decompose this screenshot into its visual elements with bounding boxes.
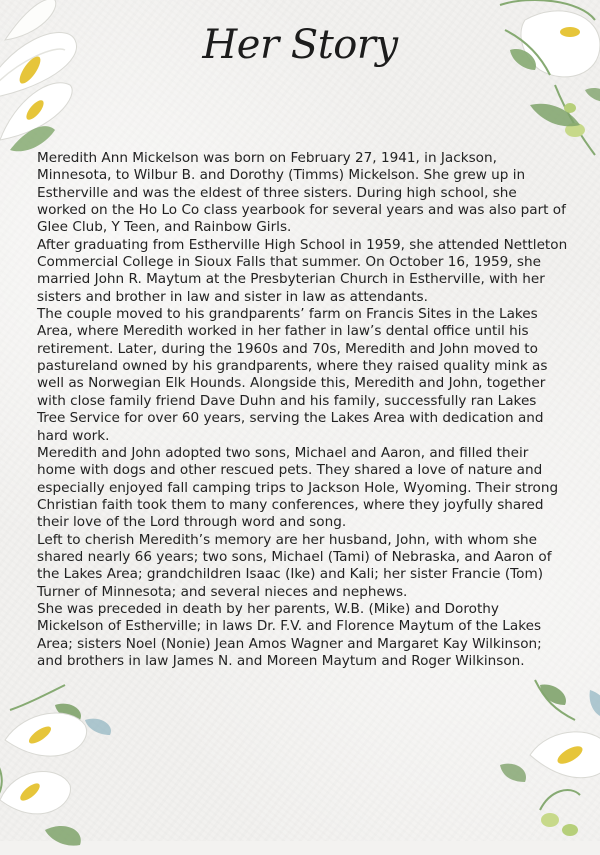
story-paragraph-family: Meredith and John adopted two sons, Michael and Aaron, and filled their home with dogs and other rescued pets. They shared a love of nature and especially enjoyed fall camping trips to Jackson Hole, Wyoming. Their strong Christian faith took them to many conferences, where they joyfully shared their love of the Lord through word and song. (37, 444, 559, 531)
story-paragraph-preceded: She was preceded in death by her parents, W.B. (Mike) and Dorothy Mickelson of Estherville; in laws Dr. F.V. and Florence Maytum of the Lakes Area; sisters Noel (Nonie) Jean Amos Wagner and Margaret Kay Wilkinson; and brothers in law James N. and Moreen Maytum and Roger Wilkinson. (37, 600, 542, 669)
story-paragraph-survivors: Left to cherish Meredith’s memory are her husband, John, with whom she shared nearly 66 years; two sons, Michael (Tami) of Nebraska, and Aaron of the Lakes Area; grandchildren Isaac (Ike) and Kali; her sister Francie (Tom) Turner of Minnesota; and several nieces and nephews. (37, 531, 552, 600)
story-paragraph-marriage: After graduating from Estherville High School in 1959, she attended Nettleton Commercial College in Sioux Falls that summer. On October 16, 1959, she married John R. Maytum at the Presbyterian Church in Estherville, with her sisters and brother in law and sister in law as attendants. (37, 236, 568, 305)
calla-lily-bottom-left-icon (0, 680, 135, 855)
page-title: Her Story (202, 22, 398, 68)
story-paragraph-birth: Meredith Ann Mickelson was born on February 27, 1941, in Jackson, Minnesota, to Wilbur B. and Dorothy (Timms) Mickelson. She grew up in Estherville and was the eldest of three sisters. During high school, she worked on the Ho Lo Co class yearbook for several years and was also part of Glee Club, Y Teen, and Rainbow Girls. (37, 150, 566, 236)
calla-lily-bottom-right-icon (480, 670, 600, 850)
story-paragraph-farm-life: The couple moved to his grandparents’ farm on Francis Sites in the Lakes Area, where Meredith worked in her father in law’s dental office until his retirement. Later, during the 1960s and 70s, Meredith and John moved to pastureland owned by his grandparents, where they raised quality mink as well as Norwegian Elk Hounds. Alongside this, Meredith and John, together with close family friend Dave Duhn and his family, successfully ran Lakes Tree Service for over 60 years, serving the Lakes Area with dedication and hard work. (37, 306, 548, 444)
story-body (37, 150, 569, 670)
